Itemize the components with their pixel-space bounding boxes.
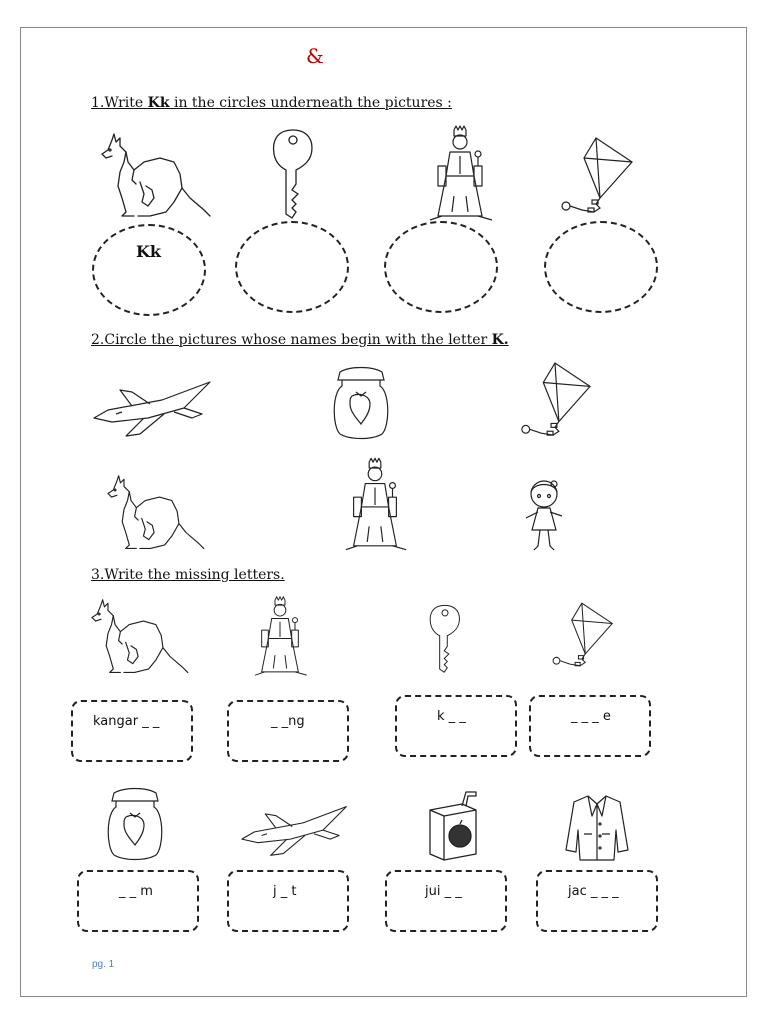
answer-box-jam[interactable]: _ _ m [77,870,199,932]
kite-icon [548,600,614,674]
answer-box-jacket[interactable]: jac _ _ _ [536,870,658,932]
example-answer: Kk [136,242,161,261]
jam-jar-icon [104,786,166,862]
answer-box-key[interactable]: k _ _ [395,695,517,757]
answer-circle-king[interactable] [384,221,498,313]
kite-icon[interactable] [516,360,592,444]
key-icon [426,602,464,674]
king-icon [250,596,310,676]
header-symbol: & [306,44,324,68]
kangaroo-icon[interactable] [106,474,204,552]
king-icon [424,126,496,220]
answer-box-king[interactable]: _ _ng [227,700,349,762]
section2-heading: 2.Circle the pictures whose names begin with the letter K. [91,332,509,348]
answer-circle-kite[interactable] [544,221,658,313]
section1-heading: 1.Write Kk in the circles underneath the pictures : [91,95,452,111]
airplane-icon[interactable] [92,378,214,440]
king-icon[interactable] [340,458,410,550]
kangaroo-icon [100,132,210,220]
girl-icon[interactable] [520,478,568,552]
answer-box-kangaroo[interactable]: kangar _ _ [71,700,193,762]
answer-circle-kangaroo[interactable] [92,224,206,316]
answer-box-juice[interactable]: jui _ _ [385,870,507,932]
kangaroo-icon [90,598,188,676]
key-icon [268,128,318,218]
page-number: pg. 1 [92,959,115,970]
jam-jar-icon[interactable] [330,366,392,440]
answer-box-kite[interactable]: _ _ _ e [529,695,651,757]
juice-box-icon [426,792,490,862]
answer-circle-key[interactable] [235,221,349,313]
answer-box-jet[interactable]: j _ t [227,870,349,932]
airplane-icon [240,802,350,860]
kite-icon [556,136,634,220]
section3-heading: 3.Write the missing letters. [91,567,285,583]
jacket-icon [564,794,630,862]
